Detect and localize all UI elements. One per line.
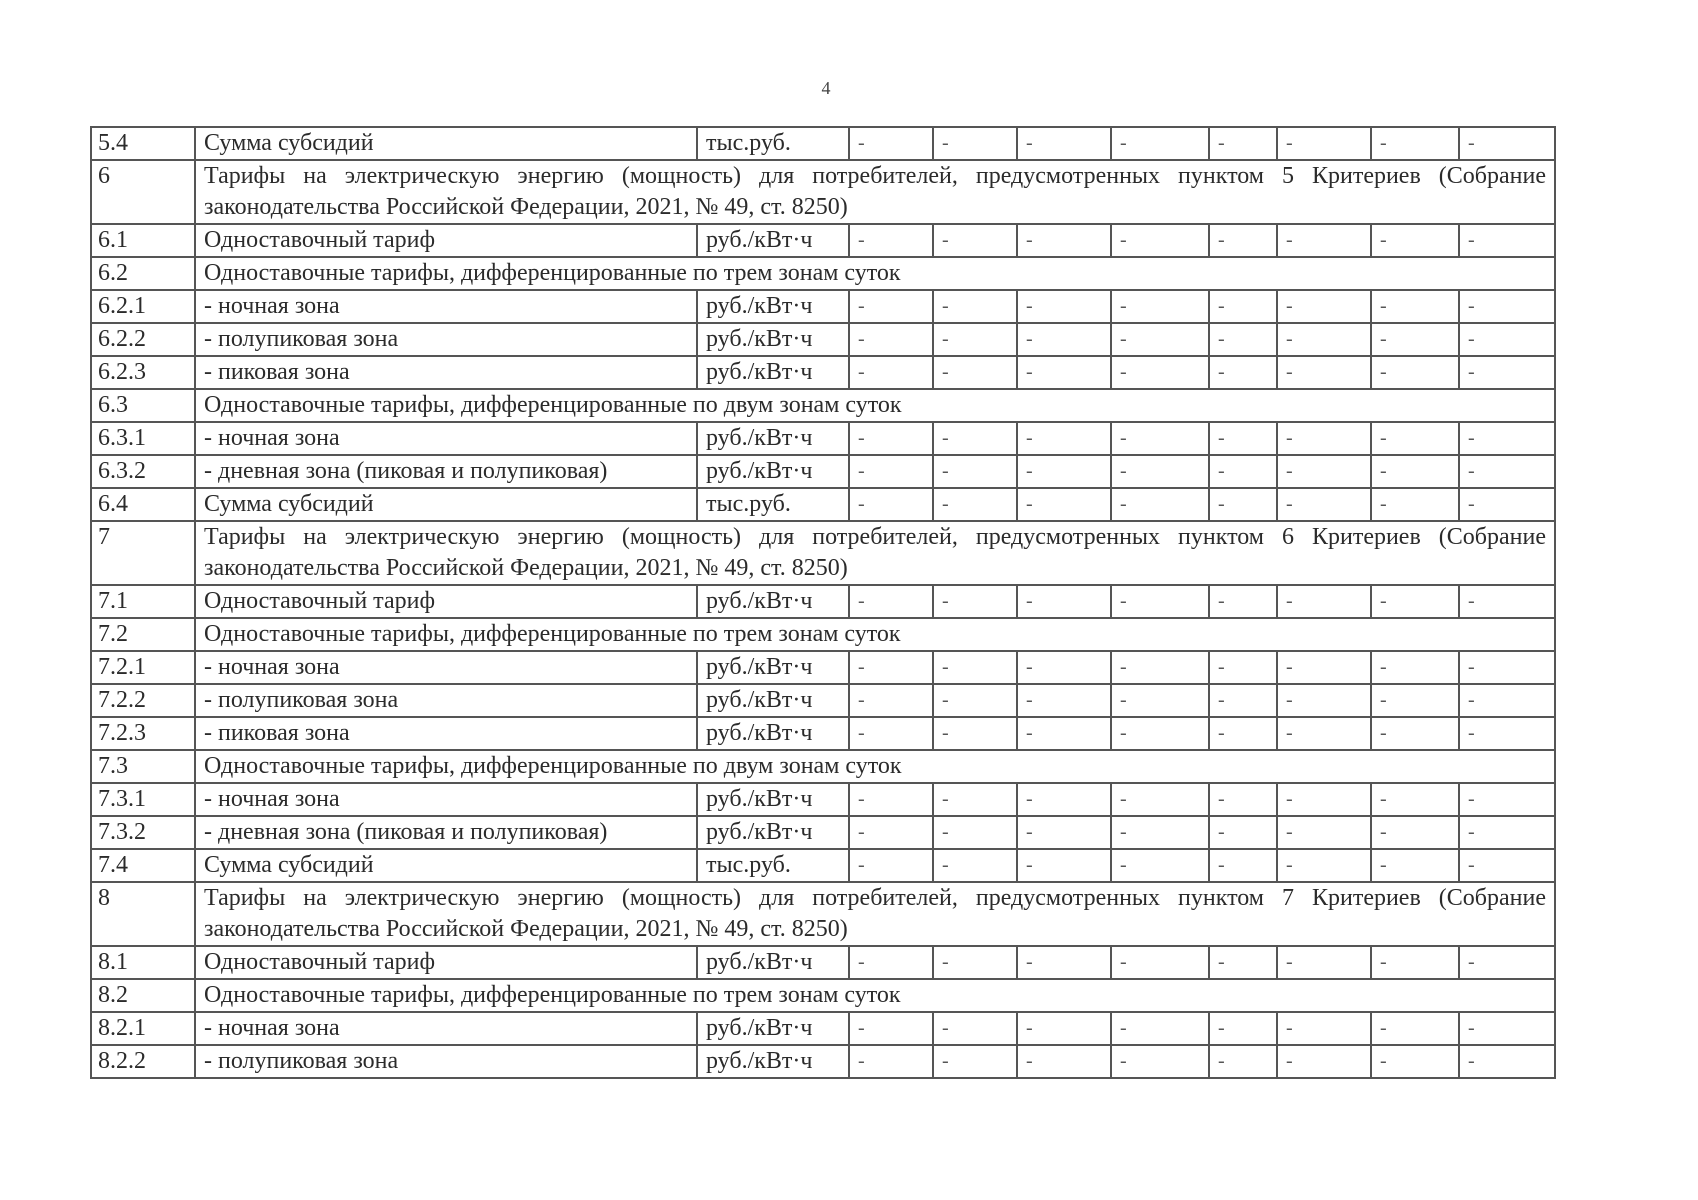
unit-cell: руб./кВт·ч <box>697 224 849 257</box>
value-cell: - <box>1277 585 1371 618</box>
table-row <box>91 356 1555 389</box>
value-cell: - <box>1017 585 1111 618</box>
table-section-row <box>91 257 1555 290</box>
value-cell: - <box>1371 717 1459 750</box>
value-cell: - <box>1371 323 1459 356</box>
unit-cell: руб./кВт·ч <box>697 455 849 488</box>
value-cell: - <box>1017 422 1111 455</box>
value-cell: - <box>1111 1045 1209 1078</box>
row-label: - полупиковая зона <box>195 684 697 717</box>
table-row <box>91 488 1555 521</box>
table-row <box>91 946 1555 979</box>
value-cell: - <box>1371 651 1459 684</box>
row-number: 7.2.1 <box>91 651 195 684</box>
row-number: 7.3.2 <box>91 816 195 849</box>
table-row <box>91 127 1555 160</box>
table-row <box>91 323 1555 356</box>
value-cell: - <box>1459 1012 1555 1045</box>
row-number: 6.2.3 <box>91 356 195 389</box>
value-cell: - <box>933 1045 1017 1078</box>
page-number: 4 <box>821 78 831 98</box>
value-cell: - <box>1371 224 1459 257</box>
value-cell: - <box>1459 323 1555 356</box>
unit-cell: руб./кВт·ч <box>697 1012 849 1045</box>
value-cell: - <box>1459 1045 1555 1078</box>
value-cell: - <box>933 127 1017 160</box>
unit-cell: тыс.руб. <box>697 488 849 521</box>
table-row <box>91 585 1555 618</box>
value-cell: - <box>1209 323 1277 356</box>
value-cell: - <box>933 651 1017 684</box>
value-cell: - <box>933 717 1017 750</box>
value-cell: - <box>849 946 933 979</box>
value-cell: - <box>1111 717 1209 750</box>
value-cell: - <box>1111 455 1209 488</box>
value-cell: - <box>1209 356 1277 389</box>
table-section-row <box>91 160 1555 224</box>
value-cell: - <box>1371 356 1459 389</box>
value-cell: - <box>933 816 1017 849</box>
section-heading: Одноставочные тарифы, дифференцированные по трем зонам суток <box>195 618 1555 651</box>
value-cell: - <box>1017 1012 1111 1045</box>
value-cell: - <box>933 323 1017 356</box>
value-cell: - <box>1371 1045 1459 1078</box>
value-cell: - <box>933 455 1017 488</box>
value-cell: - <box>1209 455 1277 488</box>
value-cell: - <box>849 127 933 160</box>
unit-cell: руб./кВт·ч <box>697 651 849 684</box>
value-cell: - <box>849 224 933 257</box>
value-cell: - <box>1111 323 1209 356</box>
row-number: 8.2 <box>91 979 195 1012</box>
value-cell: - <box>849 323 933 356</box>
table-row <box>91 651 1555 684</box>
value-cell: - <box>933 849 1017 882</box>
value-cell: - <box>1371 585 1459 618</box>
value-cell: - <box>1209 422 1277 455</box>
value-cell: - <box>1111 127 1209 160</box>
value-cell: - <box>1371 1012 1459 1045</box>
value-cell: - <box>1459 290 1555 323</box>
table-row <box>91 224 1555 257</box>
value-cell: - <box>1371 783 1459 816</box>
value-cell: - <box>1459 127 1555 160</box>
value-cell: - <box>1209 946 1277 979</box>
table-section-row <box>91 618 1555 651</box>
table-section-row <box>91 521 1555 585</box>
unit-cell: руб./кВт·ч <box>697 356 849 389</box>
row-label: - ночная зона <box>195 290 697 323</box>
row-number: 7.4 <box>91 849 195 882</box>
table-row <box>91 849 1555 882</box>
unit-cell: руб./кВт·ч <box>697 422 849 455</box>
table-row <box>91 717 1555 750</box>
value-cell: - <box>1277 783 1371 816</box>
value-cell: - <box>933 783 1017 816</box>
value-cell: - <box>1277 224 1371 257</box>
value-cell: - <box>1459 946 1555 979</box>
value-cell: - <box>933 946 1017 979</box>
value-cell: - <box>1371 455 1459 488</box>
row-label: Сумма субсидий <box>195 488 697 521</box>
value-cell: - <box>1277 946 1371 979</box>
section-heading: Тарифы на электрическую энергию (мощность) для потребителей, предусмотренных пунктом 6 Критериев (Собрание законодательства Российской Федерации, 2021, № 49, ст. 8250) <box>195 521 1555 585</box>
value-cell: - <box>1111 849 1209 882</box>
row-number: 6.1 <box>91 224 195 257</box>
value-cell: - <box>849 816 933 849</box>
value-cell: - <box>933 1012 1017 1045</box>
value-cell: - <box>1459 488 1555 521</box>
unit-cell: руб./кВт·ч <box>697 323 849 356</box>
row-number: 6.2.2 <box>91 323 195 356</box>
section-heading: Тарифы на электрическую энергию (мощность) для потребителей, предусмотренных пунктом 5 Критериев (Собрание законодательства Российской Федерации, 2021, № 49, ст. 8250) <box>195 160 1555 224</box>
section-heading: Одноставочные тарифы, дифференцированные по двум зонам суток <box>195 389 1555 422</box>
unit-cell: тыс.руб. <box>697 849 849 882</box>
value-cell: - <box>1111 585 1209 618</box>
value-cell: - <box>1017 323 1111 356</box>
value-cell: - <box>1459 422 1555 455</box>
section-heading: Одноставочные тарифы, дифференцированные по трем зонам суток <box>195 257 1555 290</box>
table-section-row <box>91 882 1555 946</box>
value-cell: - <box>933 585 1017 618</box>
value-cell: - <box>849 290 933 323</box>
value-cell: - <box>1371 422 1459 455</box>
row-label: - ночная зона <box>195 422 697 455</box>
row-number: 6.3.1 <box>91 422 195 455</box>
table-row <box>91 1045 1555 1078</box>
value-cell: - <box>849 1045 933 1078</box>
value-cell: - <box>1017 651 1111 684</box>
value-cell: - <box>1111 224 1209 257</box>
value-cell: - <box>1277 323 1371 356</box>
value-cell: - <box>1459 849 1555 882</box>
value-cell: - <box>1459 455 1555 488</box>
row-label: - дневная зона (пиковая и полупиковая) <box>195 816 697 849</box>
value-cell: - <box>933 422 1017 455</box>
value-cell: - <box>1371 488 1459 521</box>
unit-cell: руб./кВт·ч <box>697 717 849 750</box>
value-cell: - <box>1209 290 1277 323</box>
table-section-row <box>91 750 1555 783</box>
value-cell: - <box>1017 849 1111 882</box>
value-cell: - <box>1017 455 1111 488</box>
value-cell: - <box>1209 224 1277 257</box>
value-cell: - <box>1459 224 1555 257</box>
row-label: Одноставочный тариф <box>195 224 697 257</box>
row-label: Одноставочный тариф <box>195 585 697 618</box>
value-cell: - <box>1017 127 1111 160</box>
row-label: - полупиковая зона <box>195 1045 697 1078</box>
row-label: Сумма субсидий <box>195 849 697 882</box>
value-cell: - <box>1209 849 1277 882</box>
section-heading: Одноставочные тарифы, дифференцированные по двум зонам суток <box>195 750 1555 783</box>
value-cell: - <box>1371 127 1459 160</box>
value-cell: - <box>1277 290 1371 323</box>
value-cell: - <box>1111 946 1209 979</box>
value-cell: - <box>1017 783 1111 816</box>
value-cell: - <box>849 488 933 521</box>
value-cell: - <box>1371 290 1459 323</box>
value-cell: - <box>1459 783 1555 816</box>
value-cell: - <box>1209 684 1277 717</box>
value-cell: - <box>1111 290 1209 323</box>
value-cell: - <box>1277 717 1371 750</box>
value-cell: - <box>1017 224 1111 257</box>
row-number: 7.1 <box>91 585 195 618</box>
value-cell: - <box>1017 717 1111 750</box>
row-label: - ночная зона <box>195 651 697 684</box>
row-label: - пиковая зона <box>195 356 697 389</box>
value-cell: - <box>1017 684 1111 717</box>
value-cell: - <box>1209 783 1277 816</box>
row-label: - пиковая зона <box>195 717 697 750</box>
row-number: 6.3 <box>91 389 195 422</box>
row-number: 8.2.2 <box>91 1045 195 1078</box>
value-cell: - <box>1459 816 1555 849</box>
value-cell: - <box>1277 488 1371 521</box>
value-cell: - <box>1209 1012 1277 1045</box>
row-label: Сумма субсидий <box>195 127 697 160</box>
value-cell: - <box>1371 684 1459 717</box>
unit-cell: руб./кВт·ч <box>697 684 849 717</box>
row-number: 7.2.2 <box>91 684 195 717</box>
row-number: 8 <box>91 882 195 946</box>
row-number: 7.2.3 <box>91 717 195 750</box>
unit-cell: руб./кВт·ч <box>697 783 849 816</box>
value-cell: - <box>1111 783 1209 816</box>
value-cell: - <box>1111 356 1209 389</box>
value-cell: - <box>1459 585 1555 618</box>
value-cell: - <box>1209 816 1277 849</box>
value-cell: - <box>1371 849 1459 882</box>
table-row <box>91 422 1555 455</box>
row-number: 7.2 <box>91 618 195 651</box>
row-number: 6.2.1 <box>91 290 195 323</box>
value-cell: - <box>933 356 1017 389</box>
table-row <box>91 290 1555 323</box>
value-cell: - <box>1371 816 1459 849</box>
value-cell: - <box>849 585 933 618</box>
value-cell: - <box>1277 356 1371 389</box>
unit-cell: руб./кВт·ч <box>697 585 849 618</box>
value-cell: - <box>849 422 933 455</box>
table-row <box>91 816 1555 849</box>
value-cell: - <box>849 684 933 717</box>
unit-cell: руб./кВт·ч <box>697 816 849 849</box>
value-cell: - <box>1017 946 1111 979</box>
value-cell: - <box>1111 422 1209 455</box>
value-cell: - <box>1277 1045 1371 1078</box>
value-cell: - <box>849 651 933 684</box>
value-cell: - <box>1017 488 1111 521</box>
value-cell: - <box>1277 816 1371 849</box>
row-number: 8.2.1 <box>91 1012 195 1045</box>
value-cell: - <box>1209 1045 1277 1078</box>
value-cell: - <box>933 488 1017 521</box>
value-cell: - <box>1277 684 1371 717</box>
row-number: 6.3.2 <box>91 455 195 488</box>
table-row <box>91 455 1555 488</box>
value-cell: - <box>1209 717 1277 750</box>
value-cell: - <box>1459 684 1555 717</box>
value-cell: - <box>1459 356 1555 389</box>
value-cell: - <box>933 684 1017 717</box>
value-cell: - <box>1459 651 1555 684</box>
row-number: 5.4 <box>91 127 195 160</box>
value-cell: - <box>1209 127 1277 160</box>
tariff-table-body <box>91 127 1555 1078</box>
value-cell: - <box>1111 684 1209 717</box>
table-row <box>91 783 1555 816</box>
value-cell: - <box>933 224 1017 257</box>
row-number: 7 <box>91 521 195 585</box>
value-cell: - <box>849 455 933 488</box>
row-number: 7.3.1 <box>91 783 195 816</box>
unit-cell: руб./кВт·ч <box>697 946 849 979</box>
value-cell: - <box>1277 422 1371 455</box>
value-cell: - <box>1209 651 1277 684</box>
row-number: 8.1 <box>91 946 195 979</box>
value-cell: - <box>1017 356 1111 389</box>
table-row <box>91 684 1555 717</box>
value-cell: - <box>1277 455 1371 488</box>
row-label: - ночная зона <box>195 783 697 816</box>
section-heading: Тарифы на электрическую энергию (мощность) для потребителей, предусмотренных пунктом 7 Критериев (Собрание законодательства Российской Федерации, 2021, № 49, ст. 8250) <box>195 882 1555 946</box>
row-label: - полупиковая зона <box>195 323 697 356</box>
value-cell: - <box>933 290 1017 323</box>
value-cell: - <box>1111 1012 1209 1045</box>
value-cell: - <box>1111 816 1209 849</box>
value-cell: - <box>849 356 933 389</box>
value-cell: - <box>1017 1045 1111 1078</box>
value-cell: - <box>1277 127 1371 160</box>
value-cell: - <box>1017 816 1111 849</box>
row-label: Одноставочный тариф <box>195 946 697 979</box>
section-heading: Одноставочные тарифы, дифференцированные по трем зонам суток <box>195 979 1555 1012</box>
row-number: 7.3 <box>91 750 195 783</box>
value-cell: - <box>849 783 933 816</box>
value-cell: - <box>849 849 933 882</box>
value-cell: - <box>1209 585 1277 618</box>
value-cell: - <box>1111 488 1209 521</box>
row-number: 6.4 <box>91 488 195 521</box>
value-cell: - <box>849 717 933 750</box>
row-number: 6.2 <box>91 257 195 290</box>
table-row <box>91 1012 1555 1045</box>
value-cell: - <box>1277 1012 1371 1045</box>
table-section-row <box>91 979 1555 1012</box>
row-label: - ночная зона <box>195 1012 697 1045</box>
value-cell: - <box>1371 946 1459 979</box>
unit-cell: руб./кВт·ч <box>697 1045 849 1078</box>
unit-cell: руб./кВт·ч <box>697 290 849 323</box>
unit-cell: тыс.руб. <box>697 127 849 160</box>
value-cell: - <box>1459 717 1555 750</box>
value-cell: - <box>1111 651 1209 684</box>
value-cell: - <box>849 1012 933 1045</box>
value-cell: - <box>1209 488 1277 521</box>
value-cell: - <box>1017 290 1111 323</box>
row-number: 6 <box>91 160 195 224</box>
value-cell: - <box>1277 849 1371 882</box>
row-label: - дневная зона (пиковая и полупиковая) <box>195 455 697 488</box>
tariff-table <box>90 126 1556 1079</box>
table-section-row <box>91 389 1555 422</box>
value-cell: - <box>1277 651 1371 684</box>
